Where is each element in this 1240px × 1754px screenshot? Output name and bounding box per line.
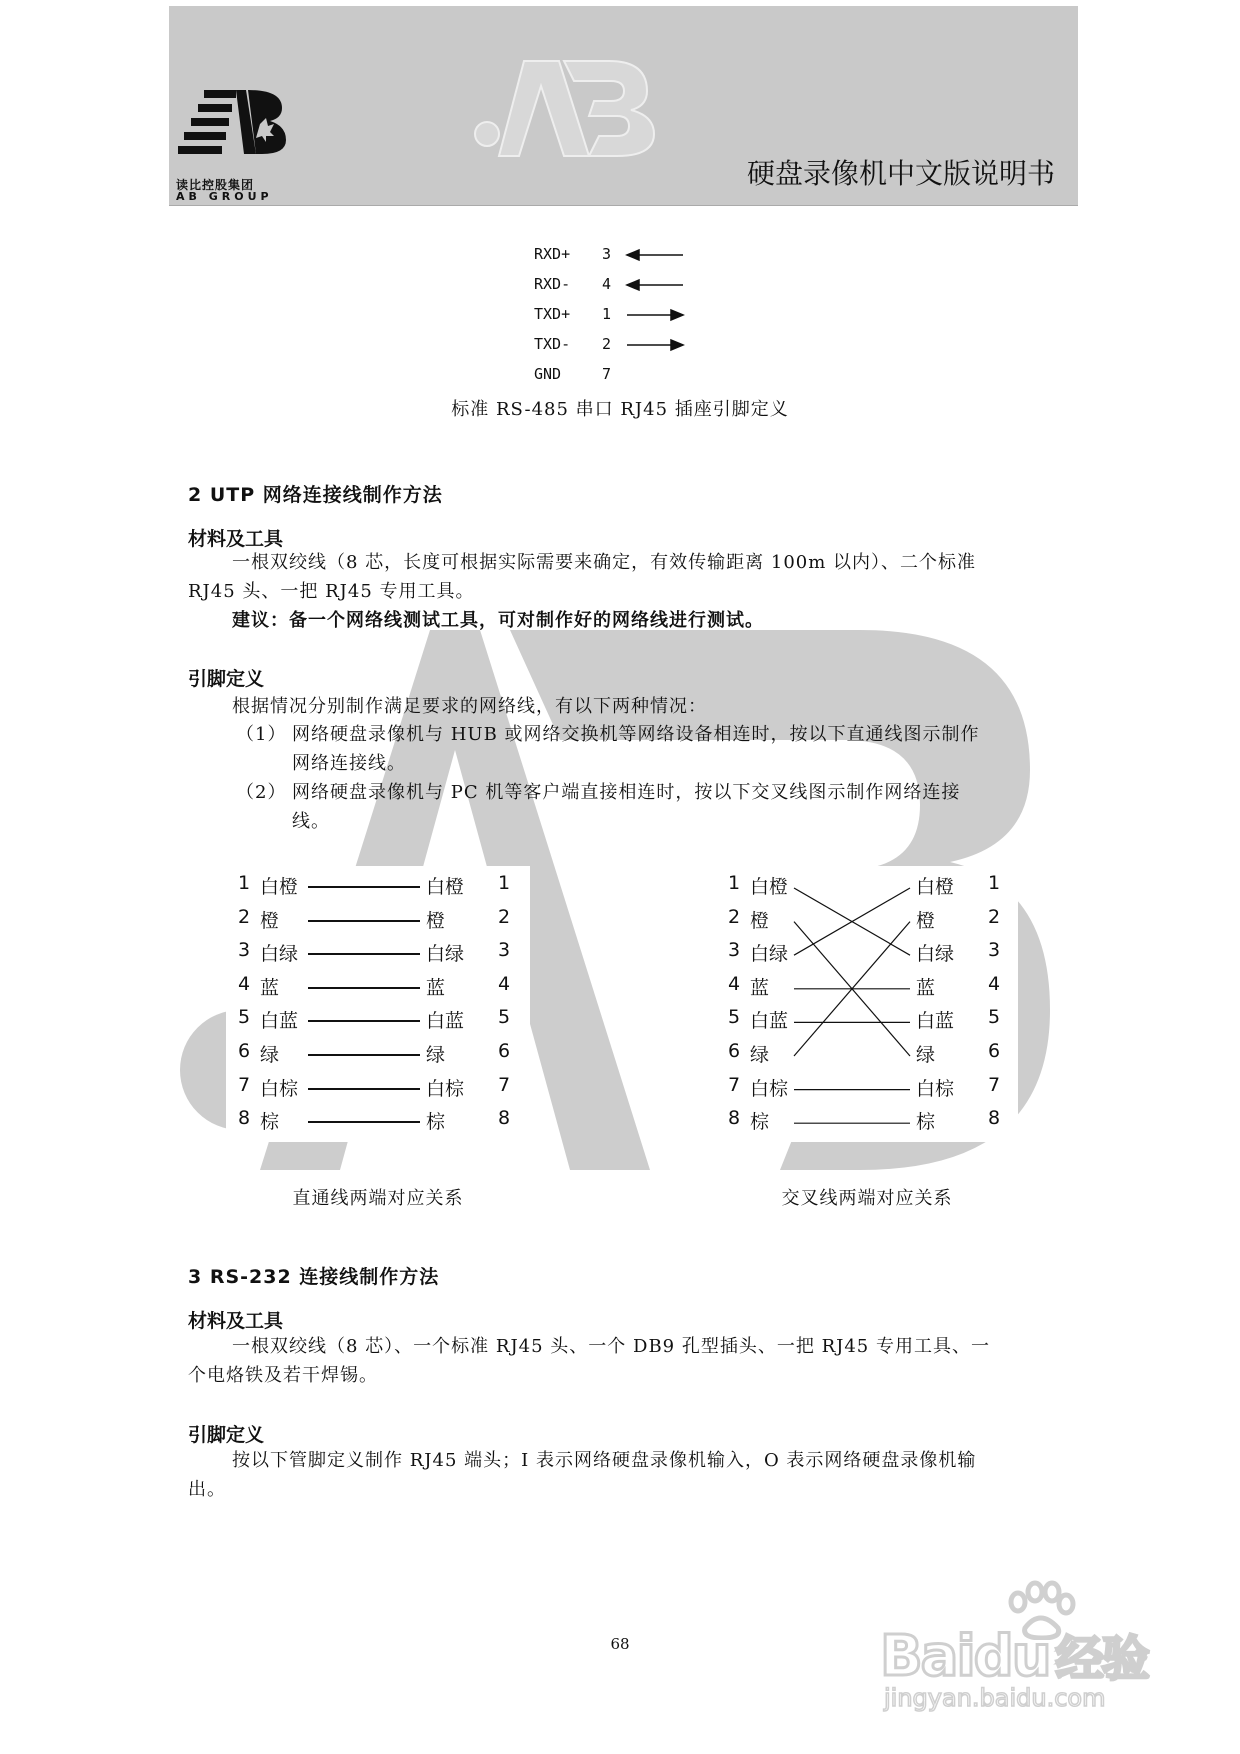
wire-line bbox=[308, 1020, 420, 1022]
right-wire-color: 白橙 bbox=[426, 876, 465, 898]
left-pin-number: 7 bbox=[728, 1073, 741, 1096]
left-wire-color: 橙 bbox=[750, 909, 770, 932]
suggestion-text: 建议：备一个网络线测试工具，可对制作好的网络线进行测试。 bbox=[232, 610, 764, 631]
pin-intro: 根据情况分别制作满足要求的网络线，有以下两种情况： bbox=[232, 696, 707, 717]
baidu-jingyan-watermark bbox=[880, 1580, 1180, 1710]
left-wire-color: 白绿 bbox=[260, 943, 299, 966]
case-1-line1: 网络硬盘录像机与 HUB 或网络交换机等网络设备相连时，按以下直通线图示制作 bbox=[292, 724, 980, 745]
right-wire-color: 蓝 bbox=[426, 976, 446, 999]
materials-text-line2: RJ45 头、一把 RJ45 专用工具。 bbox=[188, 581, 475, 602]
right-pin-number: 3 bbox=[988, 939, 1001, 962]
right-wire-color: 白橙 bbox=[916, 876, 955, 898]
left-wire-color: 白棕 bbox=[750, 1077, 789, 1100]
right-wire-color: 白绿 bbox=[916, 943, 955, 966]
wire-line bbox=[308, 1054, 420, 1056]
right-wire-color: 白蓝 bbox=[426, 1010, 465, 1033]
baidu-brand-text: Bai bbox=[880, 1624, 974, 1689]
section-3-title: 3 RS-232 连接线制作方法 bbox=[188, 1266, 440, 1288]
left-pin-number: 3 bbox=[728, 939, 741, 962]
wire-line bbox=[308, 987, 420, 989]
left-wire-color: 棕 bbox=[260, 1111, 280, 1134]
wire-line bbox=[308, 920, 420, 922]
logo-english-name: AB GROUP bbox=[176, 190, 273, 203]
right-wire-color: 白棕 bbox=[916, 1077, 955, 1100]
section-3-pin-heading: 引脚定义 bbox=[188, 1424, 265, 1446]
document-title: 硬盘录像机中文版说明书 bbox=[746, 157, 1055, 190]
right-pin-number: 2 bbox=[988, 905, 1001, 928]
left-wire-color: 橙 bbox=[260, 909, 280, 932]
pin-number: 4 bbox=[602, 275, 612, 293]
left-wire-color: 绿 bbox=[750, 1044, 770, 1066]
left-wire-color: 白橙 bbox=[260, 876, 299, 898]
case-2-label: （2） bbox=[236, 782, 287, 803]
case-2-line1: 网络硬盘录像机与 PC 机等客户端直接相连时，按以下交叉线图示制作网络连接 bbox=[292, 782, 961, 803]
left-pin-number: 3 bbox=[238, 939, 251, 962]
right-pin-number: 2 bbox=[498, 905, 511, 928]
left-pin-number: 8 bbox=[728, 1107, 741, 1130]
left-wire-color: 白棕 bbox=[260, 1077, 299, 1100]
left-pin-number: 4 bbox=[238, 972, 251, 995]
pin-number: 3 bbox=[602, 245, 612, 263]
pin-signal: TXD+ bbox=[534, 305, 571, 323]
right-pin-number: 1 bbox=[988, 872, 1001, 894]
left-wire-color: 蓝 bbox=[260, 976, 280, 999]
left-pin-number: 2 bbox=[238, 905, 251, 928]
right-pin-number: 3 bbox=[498, 939, 511, 962]
right-pin-number: 7 bbox=[498, 1073, 511, 1096]
right-wire-color: 绿 bbox=[916, 1044, 936, 1066]
case-1-label: （1） bbox=[236, 724, 287, 745]
straight-caption: 直通线两端对应关系 bbox=[292, 1188, 464, 1209]
right-pin-number: 7 bbox=[988, 1073, 1001, 1096]
right-wire-color: 白绿 bbox=[426, 943, 465, 966]
right-wire-color: 橙 bbox=[426, 909, 446, 932]
crossover-caption: 交叉线两端对应关系 bbox=[781, 1188, 953, 1209]
left-pin-number: 4 bbox=[728, 972, 741, 995]
section-2-title: 2 UTP 网络连接线制作方法 bbox=[188, 484, 443, 506]
right-pin-number: 8 bbox=[498, 1107, 511, 1130]
right-wire-color: 橙 bbox=[916, 909, 936, 932]
left-pin-number: 2 bbox=[728, 905, 741, 928]
left-wire-color: 白蓝 bbox=[260, 1010, 299, 1033]
baidu-url: jingyan.baidu.com bbox=[884, 1684, 1106, 1712]
right-wire-color: 白棕 bbox=[426, 1077, 465, 1100]
right-pin-number: 5 bbox=[988, 1006, 1001, 1029]
right-wire-color: 棕 bbox=[426, 1111, 446, 1134]
section-3-materials-heading: 材料及工具 bbox=[188, 1310, 284, 1332]
ab-group-logo bbox=[174, 84, 294, 176]
right-wire-color: 绿 bbox=[426, 1044, 446, 1066]
pin-number: 2 bbox=[602, 335, 612, 353]
left-wire-color: 白绿 bbox=[750, 943, 789, 966]
right-pin-number: 6 bbox=[988, 1040, 1001, 1062]
left-wire-color: 白蓝 bbox=[750, 1010, 789, 1033]
pin-number: 7 bbox=[602, 365, 612, 383]
left-pin-number: 6 bbox=[238, 1040, 251, 1062]
left-pin-number: 5 bbox=[728, 1006, 741, 1029]
right-pin-number: 4 bbox=[988, 972, 1001, 995]
baidu-brand bbox=[880, 1620, 1148, 1689]
left-wire-color: 蓝 bbox=[750, 976, 770, 999]
pin-row bbox=[534, 305, 622, 327]
left-pin-number: 7 bbox=[238, 1073, 251, 1096]
right-pin-number: 4 bbox=[498, 972, 511, 995]
section-2-materials-heading: 材料及工具 bbox=[188, 528, 284, 550]
left-wire-color: 绿 bbox=[260, 1044, 280, 1066]
page-number: 68 bbox=[610, 1635, 630, 1653]
section-3-materials-line1: 一根双绞线（8 芯）、一个标准 RJ45 头、一个 DB9 孔型插头、一把 RJ45 专用工具、一 bbox=[232, 1336, 990, 1357]
pin-signal: GND bbox=[534, 365, 562, 383]
right-wire-color: 棕 bbox=[916, 1111, 936, 1134]
right-pin-number: 6 bbox=[498, 1040, 511, 1062]
left-pin-number: 1 bbox=[238, 872, 251, 894]
materials-text-line1: 一根双绞线（8 芯，长度可根据实际需要来确定，有效传输距离 100m 以内）、二个标准 bbox=[232, 552, 977, 573]
arrow-left-icon bbox=[627, 250, 639, 260]
left-pin-number: 8 bbox=[238, 1107, 251, 1130]
left-wire-color: 棕 bbox=[750, 1111, 770, 1134]
arrow-left-icon bbox=[627, 280, 639, 290]
wire-line bbox=[308, 1121, 420, 1123]
straight-through-diagram bbox=[226, 866, 530, 1142]
crossover-wires bbox=[716, 866, 1018, 1142]
case-2-line2: 线。 bbox=[292, 811, 330, 832]
left-wire-color: 白橙 bbox=[750, 876, 789, 898]
baidu-du-text: du bbox=[973, 1624, 1050, 1689]
right-wire-color: 白蓝 bbox=[916, 1010, 955, 1033]
right-wire-color: 蓝 bbox=[916, 976, 936, 999]
pin-row bbox=[534, 365, 622, 387]
rs485-caption: 标准 RS-485 串口 RJ45 插座引脚定义 bbox=[451, 399, 789, 420]
section-3-pin-line1: 按以下管脚定义制作 RJ45 端头；I 表示网络硬盘录像机输入，O 表示网络硬盘录像机输 bbox=[232, 1450, 977, 1471]
right-pin-number: 8 bbox=[988, 1107, 1001, 1130]
arrow-right-icon bbox=[671, 310, 683, 320]
left-pin-number: 6 bbox=[728, 1040, 741, 1062]
left-pin-number: 1 bbox=[728, 872, 741, 894]
pin-row bbox=[534, 275, 622, 297]
right-pin-number: 1 bbox=[498, 872, 511, 894]
pin-row bbox=[534, 335, 622, 357]
wire-line bbox=[308, 1088, 420, 1090]
pin-number: 1 bbox=[602, 305, 612, 323]
section-3-materials-line2: 个电烙铁及若干焊锡。 bbox=[188, 1365, 378, 1386]
right-pin-number: 5 bbox=[498, 1006, 511, 1029]
logo-chinese-name: 读比控股集团 bbox=[176, 178, 255, 192]
section-2-pin-heading: 引脚定义 bbox=[188, 668, 265, 690]
crossover-diagram bbox=[716, 866, 1018, 1142]
left-pin-number: 5 bbox=[238, 1006, 251, 1029]
pin-row bbox=[534, 245, 622, 267]
section-3-pin-line2: 出。 bbox=[188, 1479, 226, 1500]
pin-signal: RXD+ bbox=[534, 245, 571, 263]
pin-signal: TXD- bbox=[534, 335, 571, 353]
case-1-line2: 网络连接线。 bbox=[292, 753, 406, 774]
wire-line bbox=[308, 953, 420, 955]
arrow-right-icon bbox=[671, 340, 683, 350]
wire-line bbox=[308, 886, 420, 888]
pin-signal: RXD- bbox=[534, 275, 571, 293]
pin-direction-arrows bbox=[625, 245, 685, 365]
baidu-cn-text: 经验 bbox=[1055, 1631, 1148, 1687]
